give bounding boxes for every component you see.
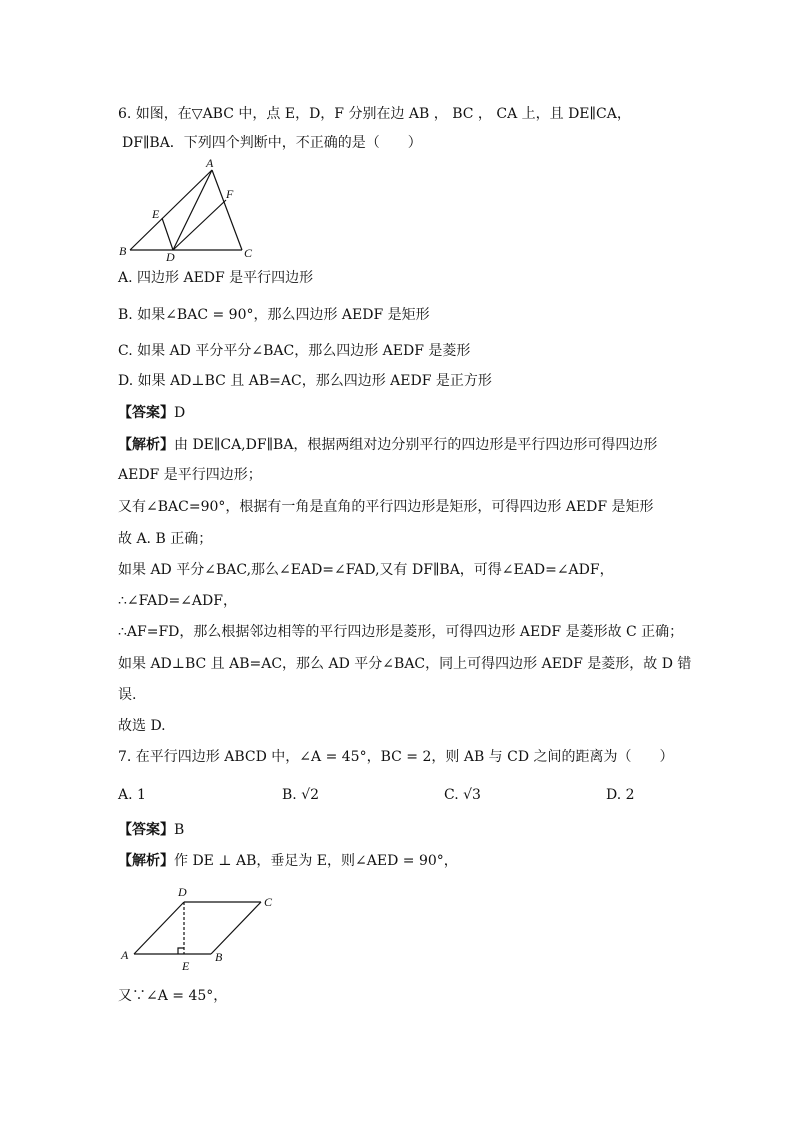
q6-analysis-line-9: 故选 D.: [118, 718, 166, 734]
answer-tag: 【答案】: [118, 822, 174, 838]
analysis-tag: 【解析】: [118, 437, 174, 453]
label-c: C: [264, 895, 273, 909]
analysis-tag: 【解析】: [118, 853, 174, 869]
q6-analysis-line-8: 误.: [118, 687, 137, 703]
q6-analysis-line-5: ∴∠FAD=∠ADF，: [118, 593, 237, 609]
q6-analysis-line-0: [118, 435, 657, 455]
right-angle-mark: [178, 948, 184, 954]
triangle-figure: [116, 158, 261, 263]
label-a: A: [206, 158, 214, 170]
answer-value: D: [174, 405, 186, 421]
analysis-text: 由 DE∥CA,DF∥BA，根据两组对边分别平行的四边形是平行四边形可得四边形: [174, 437, 658, 453]
segment-df: [173, 200, 226, 250]
segment-ad: [173, 170, 212, 250]
side-bc: [211, 902, 261, 954]
q7-stem: 7. 在平行四边形 ABCD 中，∠A = 45°，BC = 2，则 AB 与 CD 之间的距离为（ ）: [118, 749, 674, 765]
q6-stem-line2: DF∥BA．下列四个判断中，不正确的是（ ）: [122, 135, 422, 151]
q6-option-d: D. 如果 AD⊥BC 且 AB=AC，那么四边形 AEDF 是正方形: [118, 373, 492, 389]
side-da: [134, 902, 184, 954]
analysis-text: 作 DE ⊥ AB，垂足为 E，则∠AED = 90°，: [174, 853, 458, 869]
label-b: B: [119, 244, 127, 258]
q6-analysis-line-7: 如果 AD⊥BC 且 AB=AC，那么 AD 平分∠BAC，同上可得四边形 AEDF 是菱形，故 D 错: [118, 656, 692, 672]
label-a: A: [121, 948, 129, 962]
q6-stem-line1: 6. 如图，在▽ABC 中，点 E，D，F 分别在边 AB ， BC ， CA 上，且 DE∥CA，: [118, 106, 631, 122]
q7-option-a: A. 1: [118, 787, 146, 803]
segment-de: [162, 218, 173, 250]
q6-analysis-line-1: AEDF 是平行四边形；: [118, 467, 262, 483]
q6-analysis-line-4: 如果 AD 平分∠BAC,那么∠EAD=∠FAD,又有 DF∥BA，可得∠EAD=∠ADF，: [118, 562, 614, 578]
parallelogram-figure: [118, 880, 288, 975]
label-e: E: [152, 207, 160, 221]
side-ab: [130, 170, 212, 250]
q6-option-b: B. 如果∠BAC = 90°，那么四边形 AEDF 是矩形: [118, 307, 430, 323]
q6-option-a: A. 四边形 AEDF 是平行四边形: [118, 270, 314, 286]
q7-option-d: D. 2: [606, 787, 635, 803]
q7-answer: [118, 820, 184, 840]
q7-option-b: B. √2: [282, 787, 320, 803]
answer-value: B: [174, 822, 185, 838]
label-d: D: [166, 250, 175, 263]
side-ac: [212, 170, 242, 250]
q6-analysis-line-2: 又有∠BAC=90°，根据有一角是直角的平行四边形是矩形，可得四边形 AEDF 是矩形: [118, 499, 654, 515]
label-c: C: [244, 246, 253, 260]
q7-analysis-line-1: 又∵∠A = 45°，: [118, 988, 228, 1004]
answer-tag: 【答案】: [118, 405, 174, 421]
label-b: B: [215, 950, 223, 964]
q7-option-c: C. √3: [444, 787, 481, 803]
q6-analysis-line-3: 故 A. B 正确；: [118, 531, 213, 547]
label-e: E: [182, 959, 190, 973]
label-d: D: [178, 885, 187, 899]
q6-analysis-line-6: ∴AF=FD，那么根据邻边相等的平行四边形是菱形，可得四边形 AEDF 是菱形故 C 正确；: [118, 624, 684, 640]
label-f: F: [226, 187, 234, 201]
q6-answer: [118, 403, 185, 423]
q7-analysis-line-0: [118, 851, 458, 871]
q6-option-c: C. 如果 AD 平分平分∠BAC，那么四边形 AEDF 是菱形: [118, 343, 471, 359]
